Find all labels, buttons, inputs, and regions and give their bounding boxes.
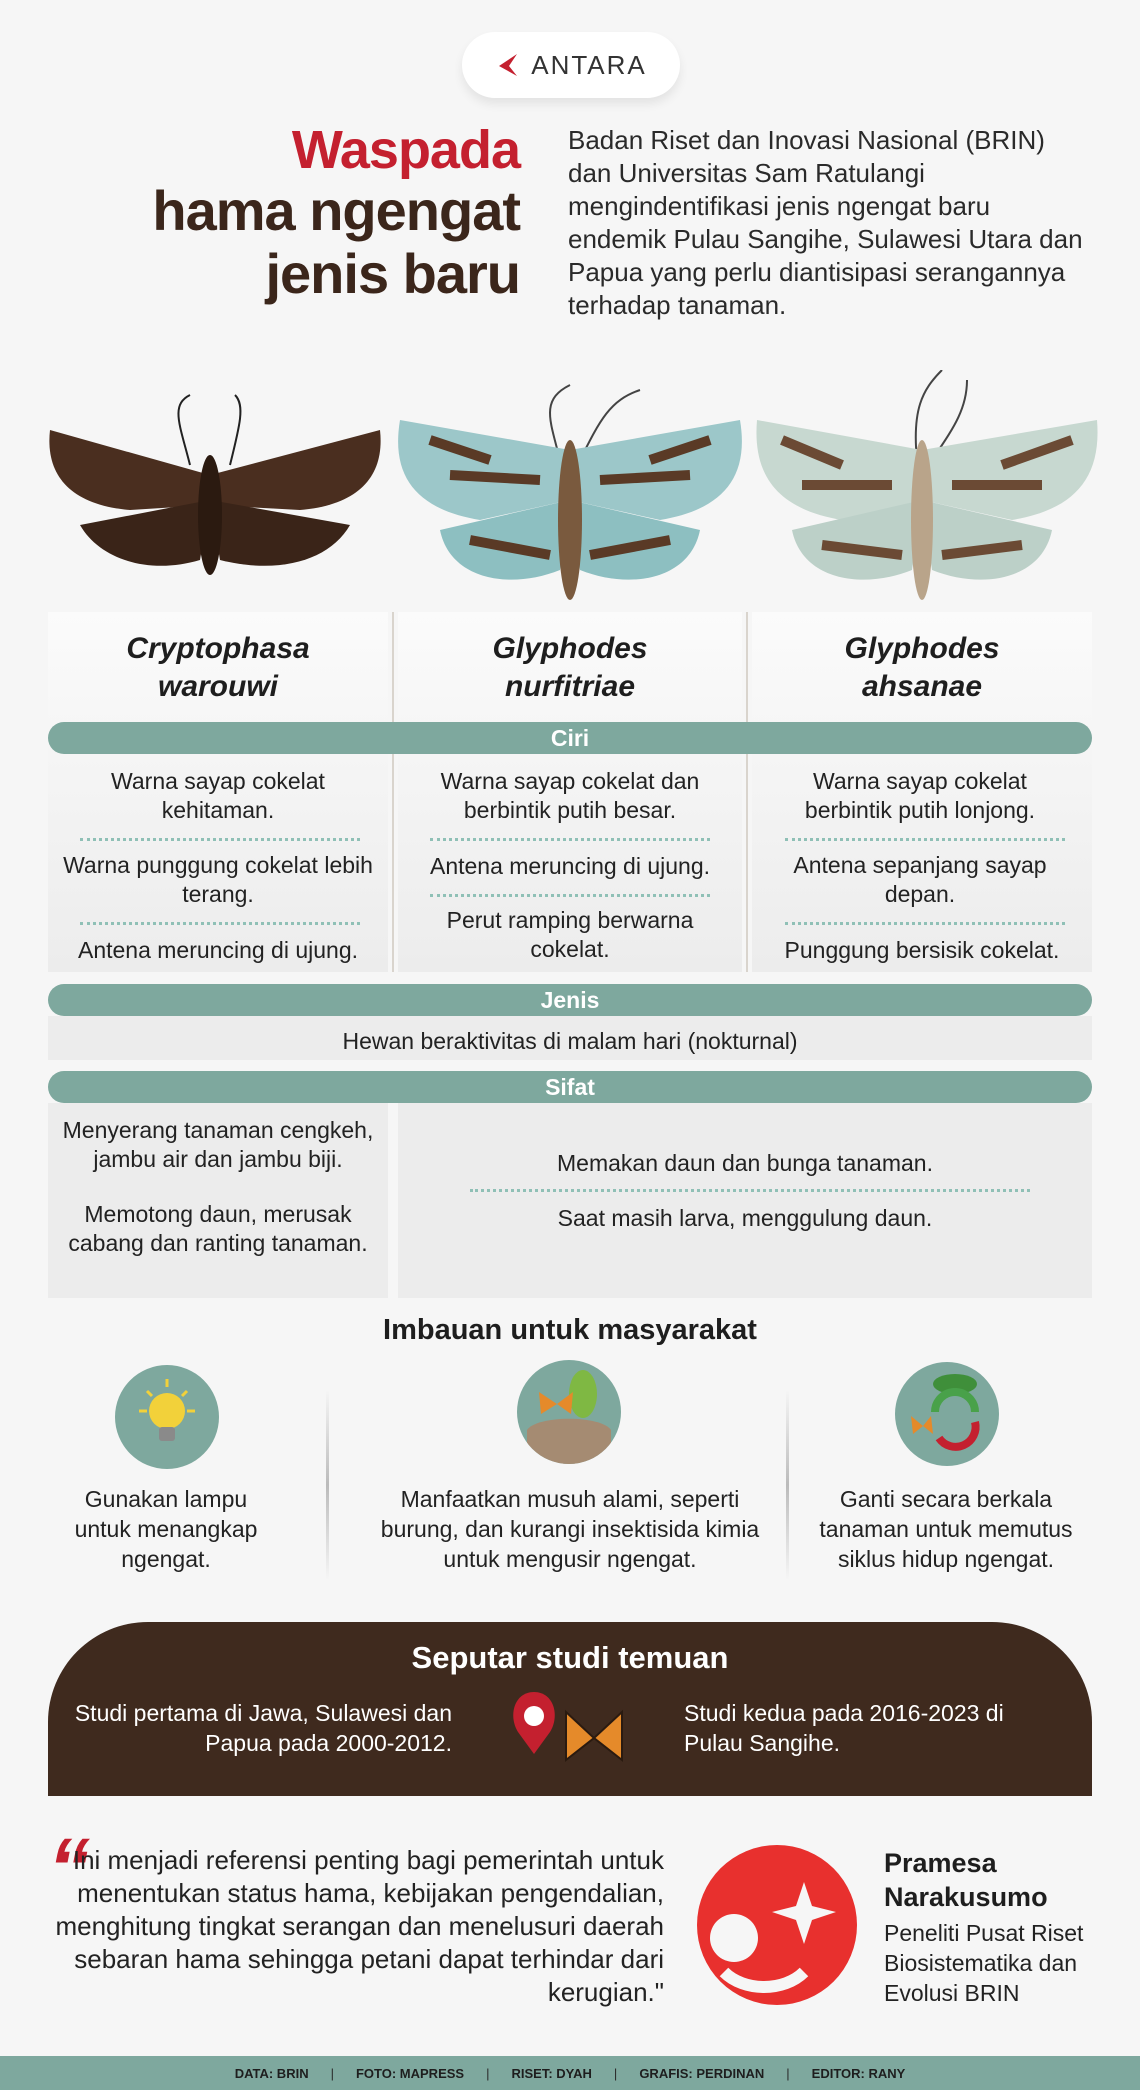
sifat-item: Memakan daun dan bunga tanaman. [557, 1150, 933, 1176]
title-line-2: hama ngengat [152, 179, 520, 243]
moth-photo-glyphodes-ahsanae [752, 370, 1102, 620]
ciri-item: Antena meruncing di ujung. [77, 937, 359, 963]
section-band-jenis: Jenis [48, 984, 1092, 1016]
ciri-item: Warna sayap cokelat kehitaman. [111, 768, 325, 823]
credit-item: GRAFIS: PERDINAN [639, 2065, 765, 2081]
species-name-line: Glyphodes [492, 632, 648, 665]
moth-photo-glyphodes-nurfitriae [390, 380, 750, 620]
ciri-item: Perut ramping berwarna cokelat. [446, 907, 694, 962]
column-divider [786, 1390, 789, 1580]
studi-heading: Seputar studi temuan [411, 1640, 729, 1675]
tip-text: Gunakan lampu untuk menangkap ngengat. [74, 1486, 258, 1572]
logo-text: ANTARA [531, 49, 647, 80]
credit-separator: | [613, 2065, 618, 2081]
dotted-separator [430, 838, 710, 841]
quote-mark-icon: “ [48, 1821, 90, 1915]
dotted-separator [430, 894, 710, 897]
column-divider [326, 1390, 329, 1580]
column-divider [746, 612, 748, 972]
title-line-1: Waspada [291, 120, 520, 180]
studi-panel [48, 1622, 1092, 1796]
credit-item: DATA: BRIN [234, 2065, 309, 2081]
species-name-2 [400, 630, 740, 706]
species-name-line: warouwi [157, 670, 278, 703]
jenis-text: Hewan beraktivitas di malam hari (nokturnal) [342, 1028, 798, 1054]
ciri-item: Warna punggung cokelat lebih terang. [63, 852, 373, 907]
species-name-1 [48, 630, 388, 706]
section-band-ciri: Ciri [48, 722, 1092, 754]
dotted-separator [470, 1189, 1030, 1192]
tip-text: Ganti secara berkala tanaman untuk memutus siklus hidup ngengat. [819, 1486, 1073, 1572]
ciri-item: Warna sayap cokelat berbintik putih lonjong. [804, 768, 1036, 823]
moth-photo-cryptophasa [40, 385, 390, 615]
antara-logo [462, 32, 680, 98]
ciri-item: Antena sepanjang sayap depan. [793, 852, 1047, 907]
ciri-item: Antena meruncing di ujung. [429, 853, 711, 879]
credit-item: RISET: DYAH [511, 2065, 592, 2081]
studi-second: Studi kedua pada 2016-2023 di Pulau Sangihe. [684, 1700, 1004, 1756]
dotted-separator [80, 838, 360, 841]
quote-text: Ini menjadi referensi penting bagi pemerintah untuk menentukan status hama, kebijakan pengendalian, menghitung tingkat serangan dan menelusuri daerah sebaran hama sehingga petani dapat terhindar dari kerugian." [55, 1845, 664, 2007]
studi-first: Studi pertama di Jawa, Sulawesi dan Papua pada 2000-2012. [74, 1700, 452, 1756]
tip-text: Manfaatkan musuh alami, seperti burung, dan kurangi insektisida kimia untuk mengusir ngengat. [380, 1486, 760, 1572]
dotted-separator [785, 838, 1065, 841]
map-pin-butterfly-icon [504, 1682, 634, 1782]
credit-separator: | [486, 2065, 490, 2081]
species-name-line: nurfitriae [504, 670, 636, 703]
crop-rotation-icon [895, 1362, 999, 1466]
page-title [152, 120, 520, 306]
lightbulb-icon [115, 1365, 219, 1469]
dotted-separator [785, 922, 1065, 925]
brin-logo [694, 1842, 860, 2008]
sifat-box-right [398, 1103, 1092, 1298]
sifat-item: Saat masih larva, menggulung daun. [557, 1205, 933, 1231]
intro-paragraph: Badan Riset dan Inovasi Nasional (BRIN) dan Universitas Sam Ratulangi mengindentifikasi jenis ngengat baru endemik Pulau Sangihe, Sulawesi Utara dan Papua yang perlu diantisipasi serangannya terhadap tanaman. [568, 125, 1083, 320]
credit-separator: | [330, 2065, 334, 2081]
sifat-item: Menyerang tanaman cengkeh, jambu air dan jambu biji. [62, 1117, 374, 1172]
title-line-3: jenis baru [265, 242, 520, 306]
section-band-sifat: Sifat [48, 1071, 1092, 1103]
sifat-item: Memotong daun, merusak cabang dan ranting tanaman. [68, 1201, 368, 1256]
dotted-separator [80, 922, 360, 925]
species-name-line: Cryptophasa [126, 632, 310, 665]
species-name-3 [752, 630, 1092, 706]
person-role: Peneliti Pusat Riset Biosistematika dan Evolusi BRIN [884, 1920, 1084, 2006]
ciri-item: Warna sayap cokelat dan berbintik putih besar. [440, 768, 700, 823]
ciri-item: Punggung bersisik cokelat. [784, 937, 1060, 963]
credit-separator: | [786, 2065, 790, 2081]
credits-footer [0, 2056, 1140, 2090]
species-name-line: ahsanae [861, 670, 983, 703]
butterfly-plant-icon [517, 1360, 621, 1464]
credit-item: EDITOR: RANY [811, 2065, 906, 2081]
imbauan-heading: Imbauan untuk masyarakat [383, 1314, 757, 1346]
species-name-line: Glyphodes [844, 632, 1000, 665]
credit-item: FOTO: MAPRESS [355, 2065, 465, 2081]
antara-logo-icon [495, 50, 525, 80]
person-name: Pramesa Narakusumo [884, 1848, 1048, 1912]
column-divider [392, 612, 394, 972]
